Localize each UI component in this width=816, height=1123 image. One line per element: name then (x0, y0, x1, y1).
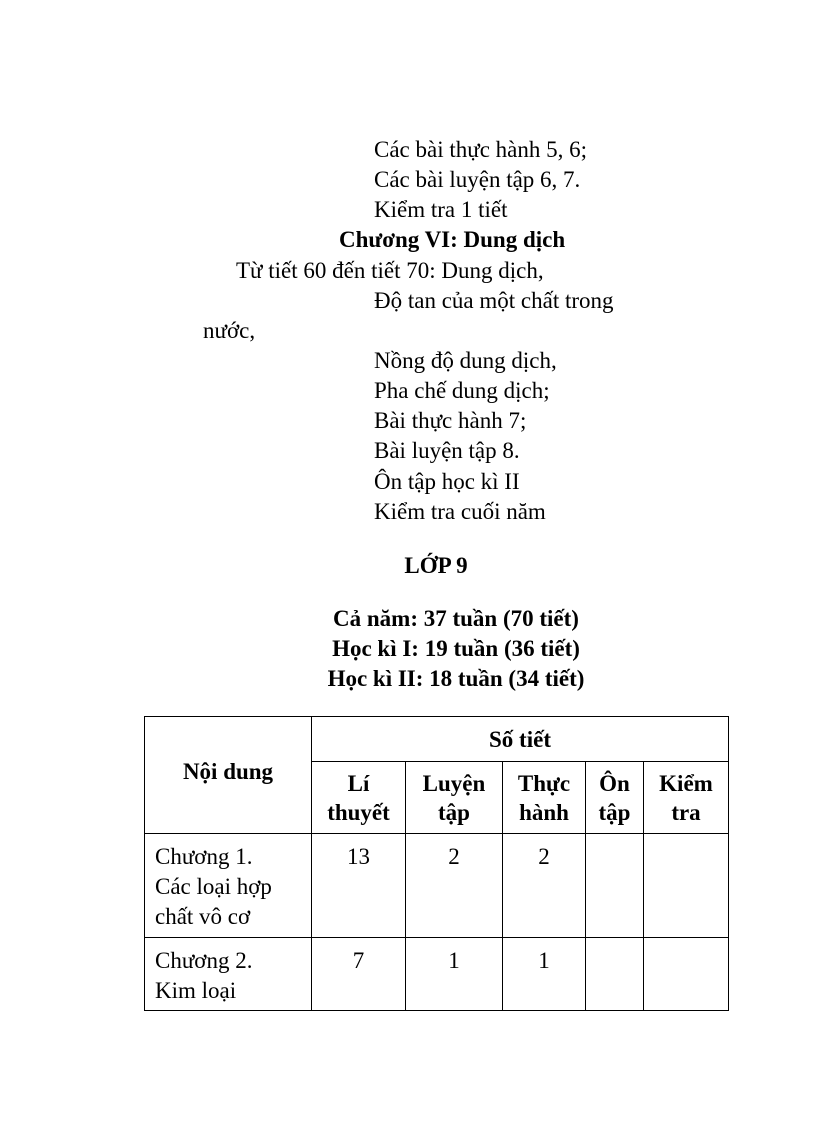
intro-line-2: Các bài luyện tập 6, 7. (374, 167, 581, 192)
header-group-periods: Số tiết (312, 717, 729, 762)
summary-semester-1: Học kì I: 19 tuần (36 tiết) (332, 636, 580, 661)
row-content-line: Kim loại (155, 978, 237, 1003)
chapter-line-1: Từ tiết 60 đến tiết 70: Dung dịch, (236, 258, 544, 283)
chapter-line-3: Nồng độ dung dịch, (374, 348, 557, 373)
chapter-line-2-continuation: nước, (203, 318, 256, 343)
row-content-line: Chương 2. (155, 948, 253, 973)
lesson-plan-table (144, 716, 729, 1011)
value-lab: 1 (503, 938, 586, 1011)
chapter-line-8: Kiểm tra cuối năm (374, 499, 546, 524)
summary-year: Cả năm: 37 tuần (70 tiết) (333, 606, 579, 631)
chapter-line-6: Bài luyện tập 8. (374, 438, 520, 463)
intro-line-3: Kiểm tra 1 tiết (374, 197, 508, 222)
value-review (586, 834, 644, 938)
chapter-heading: Chương VI: Dung dịch (339, 227, 566, 252)
header-col-practice: Luyện tập (406, 762, 503, 834)
value-practice: 2 (406, 834, 503, 938)
chapter-line-5: Bài thực hành 7; (374, 408, 527, 433)
grade-title: LỚP 9 (404, 553, 468, 578)
header-content: Nội dung (145, 717, 312, 834)
row-content-line: Các loại hợp (155, 874, 272, 899)
chapter-line-2: Độ tan của một chất trong (374, 288, 614, 313)
header-col-theory: Lí thuyết (312, 762, 406, 834)
value-practice: 1 (406, 938, 503, 1011)
chapter-line-7: Ôn tập học kì II (374, 469, 520, 494)
value-lab: 2 (503, 834, 586, 938)
value-review (586, 938, 644, 1011)
row-content-cell (145, 834, 312, 938)
row-content-cell (145, 938, 312, 1011)
summary-semester-2: Học kì II: 18 tuần (34 tiết) (327, 666, 585, 691)
header-col-lab: Thực hành (503, 762, 586, 834)
header-col-test: Kiểm tra (644, 762, 729, 834)
table-row (145, 938, 729, 1011)
table-row (145, 834, 729, 938)
value-test (644, 834, 729, 938)
value-theory: 13 (312, 834, 406, 938)
chapter-line-4: Pha chế dung dịch; (374, 378, 550, 403)
value-test (644, 938, 729, 1011)
value-theory: 7 (312, 938, 406, 1011)
intro-line-1: Các bài thực hành 5, 6; (374, 137, 588, 162)
row-content-line: chất vô cơ (155, 904, 251, 929)
header-col-review: Ôn tập (586, 762, 644, 834)
row-content-line: Chương 1. (155, 844, 253, 869)
